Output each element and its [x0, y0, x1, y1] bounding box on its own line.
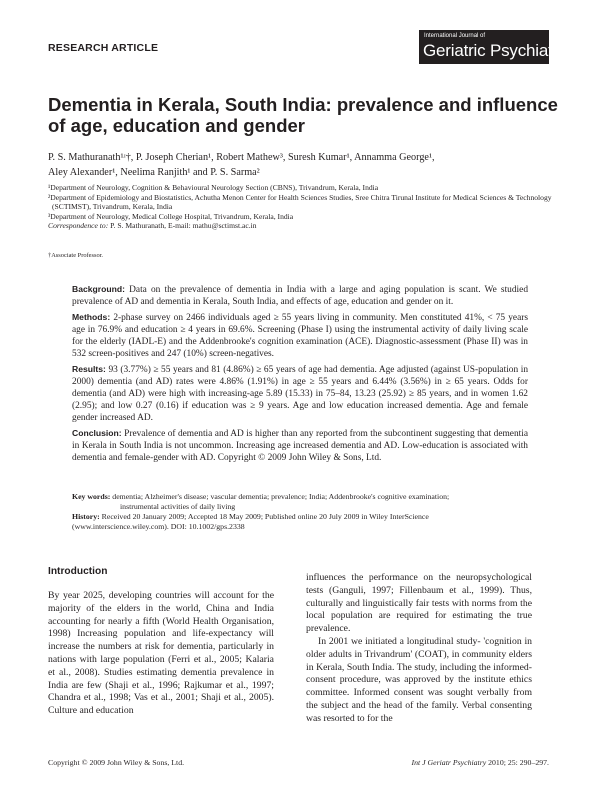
- affiliation-1: ¹Department of Neurology, Cognition & Behavioural Neurology Section (CBNS), Trivandrum, Kerala, India: [48, 183, 379, 192]
- left-column: [48, 590, 274, 718]
- history-label: History:: [72, 512, 100, 521]
- keywords-continuation: instrumental activities of daily living: [120, 502, 236, 511]
- journal-logo-line2: Geriatric Psychiatry: [423, 41, 567, 60]
- abstract-methods: [72, 311, 528, 360]
- keywords-line: [72, 492, 528, 502]
- background-heading: Background:: [72, 284, 125, 294]
- article-title: Dementia in Kerala, South India: prevalence and influence of age, education and gender: [48, 94, 558, 136]
- intro-paragraph: By year 2025, developing countries will account for the majority of the elders in the world, China and India accounting for nearly a fifth (World Health Organisation, 1998) Increasing population and life-expectancy will increase the numbers at risk for dementia, particularly in nations with large population (Ferri et al., 2005; Kalaria et al., 2008). Studies estimating dementia prevalence in India are few (Shaji et al., 1996; Rajkumar et al., 1997; Chandra et al., 1998; Vas et al., 2001; Shaji et al., 2005). Culture and education: [48, 590, 274, 717]
- conclusion-heading: Conclusion:: [72, 428, 122, 438]
- affiliation-3: ³Department of Neurology, Medical College Hospital, Trivandrum, Kerala, India: [48, 211, 294, 221]
- author-footnote: †Associate Professor.: [48, 252, 104, 259]
- affiliation-2: ²Department of Epidemiology and Biostatistics, Achutha Menon Center for Health Sciences Studies, Sree Chitra Tirunal Institute for Medical Sciences & Technology (SCTIMST), Trivandrum, Kerala, India: [48, 192, 552, 212]
- background-text: Data on the prevalence of dementia in India with a large and aging population is scant. We studied prevalence of AD and dementia in Kerala, South India, and effects of age, education and gender on it.: [72, 285, 529, 307]
- history-text: Received 20 January 2009; Accepted 18 May 2009; Published online 20 July 2009 in Wiley InterScience: [101, 512, 429, 521]
- history-line: [72, 512, 528, 522]
- abstract-results: [72, 363, 528, 424]
- results-text: 93 (3.77%) ≥ 55 years and 81 (4.86%) ≥ 65 years of age had dementia. Age adjusted (against US-population in 2000) dementia (and AD) rates were 4.86% (1.91%) in age ≥ 55 years and 6.44% (3.56%) in ≥ 65 years. Odds for dementia (and AD) were high with increasing-age 5.89 (15.33) in 75–84, 13.23 (25.92) ≥ 85 years, and in women 1.62 (2.95); and low 0.27 (0.16) if education was ≥ 9 years. Age and low education increased dementia. Age and female gender increased AD.: [72, 365, 529, 423]
- author-list: [48, 151, 553, 180]
- author-line: Aley Alexander¹, Neelima Ranjith¹ and P. S. Sarma²: [48, 166, 260, 178]
- correspondence-label: Correspondence to:: [48, 221, 109, 231]
- footer-volume-pages: 2010; 25: 290–297.: [486, 758, 549, 767]
- footer-journal: Int J Geriatr Psychiatry: [411, 758, 487, 767]
- keywords-text: dementia; Alzheimer's disease; vascular dementia; prevalence; India; Addenbrooke's cognitive examination;: [112, 492, 450, 501]
- affiliations: [48, 183, 553, 231]
- footer-copyright: Copyright © 2009 John Wiley & Sons, Ltd.: [48, 758, 185, 767]
- methods-heading: Methods:: [72, 312, 111, 322]
- doi-line[interactable]: (www.interscience.wiley.com). DOI: 10.1002/gps.2338: [72, 522, 245, 531]
- methods-text: 2-phase survey on 2466 individuals aged ≥ 55 years living in community. Men constituted 41%, < 75 years age in 76.9% and education ≥ 4 years in 69.6%. Screening (Phase I) using the instrumental activity of daily living scale for the elderly (IADL-E) and the Addenbrooke's cognition examination (ACE). Diagnostic-assessment (Phase II) was in 532 screen-positives and 247 (10%) screen-negatives.: [72, 313, 528, 359]
- conclusion-text: Prevalence of dementia and AD is higher than any reported from the subcontinent suggesting that dementia in Kerala in South India is not uncommon. Increasing age increased dementia and AD. Low-education is associated with dementia and female-gender with AD. Copyright © 2009 John Wiley & Sons, Ltd.: [72, 429, 529, 463]
- author-line: P. S. Mathuranath¹ʴ†, P. Joseph Cherian¹, Robert Mathew³, Suresh Kumar¹, Annamma George¹,: [48, 152, 435, 163]
- journal-logo-line1: International Journal of: [424, 33, 486, 39]
- intro-paragraph-continued: influences the performance on the neuropsychological tests (Ganguli, 1997; Fillenbaum et al., 1999). Thus, culturally and linguistically fair tests with norms from the local population are required for estimating the true prevalence.: [306, 572, 532, 635]
- article-type-label: RESEARCH ARTICLE: [48, 42, 159, 54]
- introduction-heading: Introduction: [48, 566, 108, 577]
- keywords-label: Key words:: [72, 492, 111, 501]
- right-column: [306, 572, 532, 726]
- intro-paragraph: In 2001 we initiated a longitudinal study- 'cognition in older adults in Trivandrum' (COAT), in community elders in Kerala, South India. The study, including the informed-consent procedure, was approved by the institute ethics committee. Informed consent was sought verbally from the subject and the head of the family. Verbal consenting was resorted to for the: [306, 635, 532, 724]
- abstract-background: [72, 283, 528, 308]
- footer-citation: [411, 758, 549, 767]
- correspondence: [48, 221, 553, 231]
- keywords-block: [72, 492, 528, 532]
- abstract: [72, 283, 528, 467]
- abstract-conclusion: [72, 427, 528, 464]
- results-heading: Results:: [72, 364, 106, 374]
- journal-logo: [419, 30, 567, 64]
- correspondence-email[interactable]: P. S. Mathuranath, E-mail: mathu@sctimst.ac.in: [110, 221, 257, 231]
